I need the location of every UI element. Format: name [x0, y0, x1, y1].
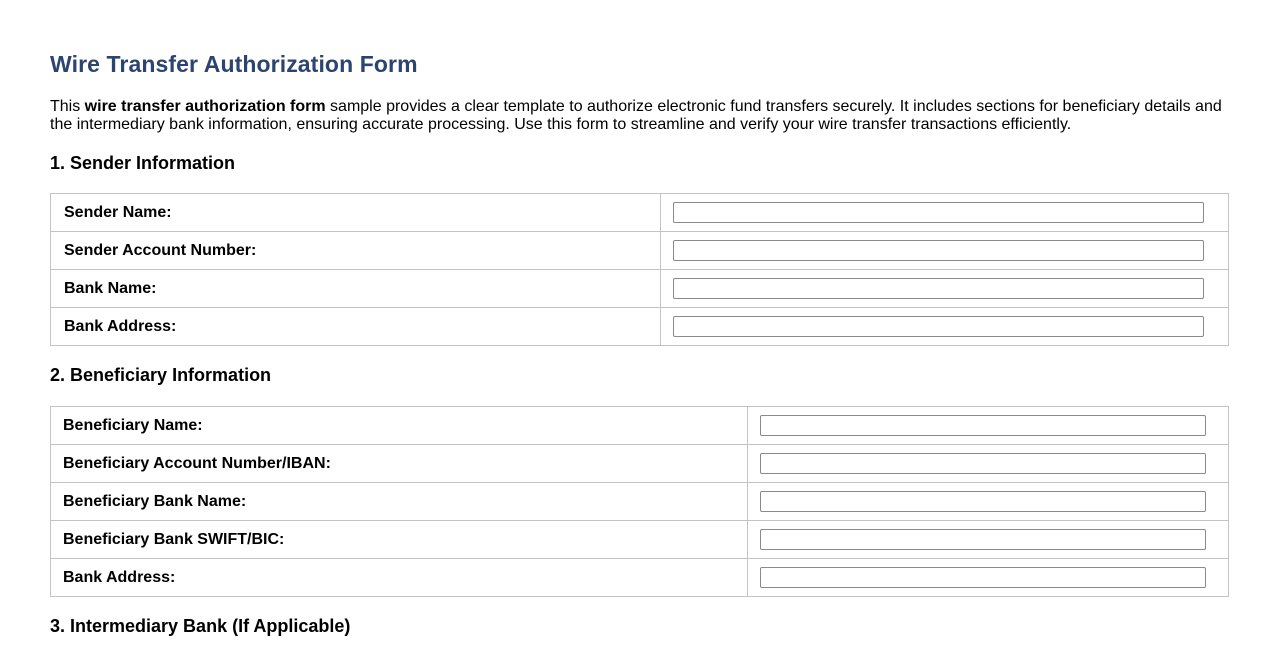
table-row — [51, 559, 1229, 597]
table-row — [51, 194, 1229, 232]
intermediary-section-heading: 3. Intermediary Bank (If Applicable) — [50, 616, 351, 636]
intro-suffix: sample provides a clear template to authorize electronic fund transfers securely. It includes sections for beneficiary details and the intermediary bank information, ensuring accurate processing. Use this form to streamline and verify your wire transfer transactions efficiently. — [50, 98, 1222, 133]
beneficiary-bank-name-label: Beneficiary Bank Name: — [51, 483, 748, 521]
page-title: Wire Transfer Authorization Form — [50, 51, 418, 77]
table-row — [51, 445, 1229, 483]
table-row — [51, 407, 1229, 445]
beneficiary-account-iban-input[interactable] — [760, 453, 1206, 474]
sender-name-input[interactable] — [673, 202, 1204, 223]
beneficiary-section-heading: 2. Beneficiary Information — [50, 365, 272, 385]
beneficiary-name-label: Beneficiary Name: — [51, 407, 748, 445]
table-row — [51, 270, 1229, 308]
beneficiary-bank-address-input[interactable] — [760, 567, 1206, 588]
intro-bold-term: wire transfer authorization form — [84, 98, 326, 115]
beneficiary-info-table — [50, 406, 1229, 597]
table-row — [51, 483, 1229, 521]
beneficiary-bank-name-input[interactable] — [760, 491, 1206, 512]
beneficiary-name-input[interactable] — [760, 415, 1206, 436]
sender-bank-name-label: Bank Name: — [51, 270, 661, 308]
sender-account-number-input[interactable] — [673, 240, 1204, 261]
beneficiary-bank-address-label: Bank Address: — [51, 559, 748, 597]
sender-info-table — [50, 193, 1229, 346]
sender-name-label: Sender Name: — [51, 194, 661, 232]
beneficiary-swift-bic-input[interactable] — [760, 529, 1206, 550]
table-row — [51, 232, 1229, 270]
table-row — [51, 521, 1229, 559]
sender-bank-name-input[interactable] — [673, 278, 1204, 299]
intro-prefix: This — [50, 98, 85, 115]
sender-bank-address-label: Bank Address: — [51, 308, 661, 346]
sender-section-heading: 1. Sender Information — [50, 153, 236, 173]
table-row — [51, 308, 1229, 346]
sender-account-number-label: Sender Account Number: — [51, 232, 661, 270]
intro-paragraph — [50, 98, 1240, 134]
sender-bank-address-input[interactable] — [673, 316, 1204, 337]
beneficiary-account-iban-label: Beneficiary Account Number/IBAN: — [51, 445, 748, 483]
beneficiary-swift-bic-label: Beneficiary Bank SWIFT/BIC: — [51, 521, 748, 559]
